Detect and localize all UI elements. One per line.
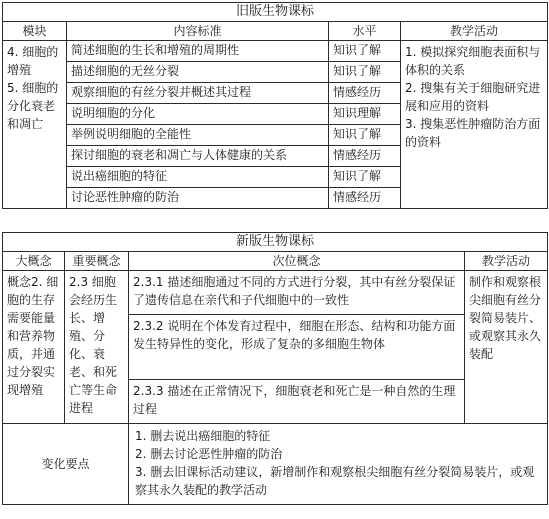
new-table-title: 新版生物课标 [3, 233, 548, 252]
header-important-concept: 重要概念 [65, 252, 129, 271]
change-points-cell [129, 424, 548, 505]
header-level: 水平 [329, 22, 401, 41]
activity-cell [401, 41, 548, 209]
header-big-concept: 大概念 [3, 252, 65, 271]
new-curriculum-table [2, 232, 548, 505]
old-curriculum-table [2, 2, 548, 209]
content-standard-cell: 探讨细胞的衰老和凋亡与人体健康的关系 [67, 146, 329, 167]
activity-item: 3. 搜集恶性肿瘤防治方面的资料 [405, 117, 541, 149]
header-sub-concept: 次位概念 [129, 252, 465, 271]
change-points-label: 变化要点 [3, 424, 129, 505]
sub-concept-cell: 2.3.1 描述细胞通过不同的方式进行分裂，其中有丝分裂保证了遗传信息在亲代和子代细胞中的一致性 [129, 271, 465, 315]
header-content-standard: 内容标准 [67, 22, 329, 41]
sub-concept-cell: 2.3.2 说明在个体发育过程中，细胞在形态、结构和功能方面发生特异性的变化，形成了复杂的多细胞生物体 [129, 315, 465, 379]
header-module: 模块 [3, 22, 67, 41]
change-item: 3. 删去旧课标活动建议，新增制作和观察根尖细胞有丝分裂简易装片，或观察其永久装配的教学活动 [135, 465, 535, 497]
header-teaching-activity: 教学活动 [465, 252, 548, 271]
level-cell: 情感经历 [329, 188, 401, 209]
content-standard-cell: 讨论恶性肿瘤的防治 [67, 188, 329, 209]
level-cell: 知识了解 [329, 167, 401, 188]
content-standard-cell: 举例说明细胞的全能性 [67, 125, 329, 146]
module-cell-differentiation: 5. 细胞的分化衰老和凋亡 [7, 81, 59, 131]
change-item: 1. 删去说出癌细胞的特征 [135, 429, 271, 443]
content-standard-cell: 简述细胞的生长和增殖的周期性 [67, 41, 329, 62]
content-standard-cell: 说明细胞的分化 [67, 104, 329, 125]
big-concept-cell: 概念2. 细胞的生存需要能量和营养物质，并通过分裂实现增殖 [3, 271, 65, 424]
content-standard-cell: 观察细胞的有丝分裂并概述其过程 [67, 83, 329, 104]
important-concept-cell: 2.3 细胞会经历生长、增殖、分化、衰老、和死亡等生命进程 [65, 271, 129, 424]
activity-item: 1. 模拟探究细胞表面积与体积的关系 [405, 45, 541, 77]
level-cell: 情感经历 [329, 83, 401, 104]
header-teaching-activity: 教学活动 [401, 22, 548, 41]
level-cell: 知识理解 [329, 104, 401, 125]
change-item: 2. 删去讨论恶性肿瘤的防治 [135, 447, 283, 461]
new-activity-cell: 制作和观察根尖细胞有丝分裂简易装片、或观察其永久装配 [465, 271, 548, 424]
module-cell [3, 41, 67, 209]
activity-item: 2. 搜集有关于细胞研究进展和应用的资料 [405, 81, 541, 113]
level-cell: 知识了解 [329, 62, 401, 83]
content-standard-cell: 说出癌细胞的特征 [67, 167, 329, 188]
level-cell: 知识了解 [329, 41, 401, 62]
module-cell-division: 4. 细胞的增殖 [7, 45, 59, 77]
sub-concept-cell: 2.3.3 描述在正常情况下，细胞衰老和死亡是一种自然的生理过程 [129, 379, 465, 424]
level-cell: 情感经历 [329, 146, 401, 167]
content-standard-cell: 描述细胞的无丝分裂 [67, 62, 329, 83]
old-table-title: 旧版生物课标 [3, 3, 548, 22]
level-cell: 知识了解 [329, 125, 401, 146]
